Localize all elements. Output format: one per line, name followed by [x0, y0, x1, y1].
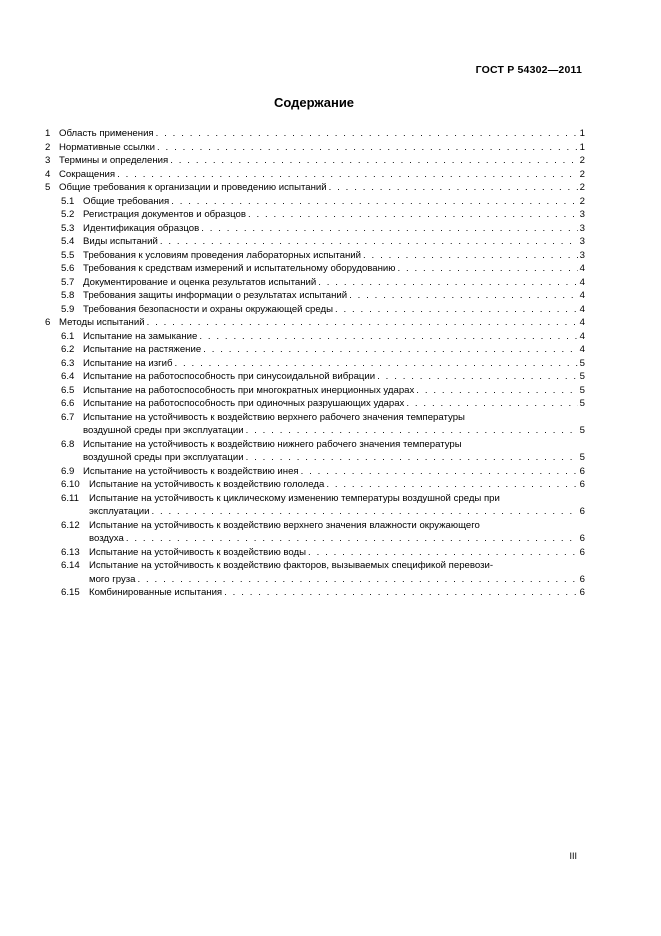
- toc-entry-6-13[interactable]: [45, 546, 585, 560]
- toc-text: Регистрация документов и образцов: [83, 209, 246, 220]
- toc-text: Виды испытаний: [83, 236, 158, 247]
- toc-text: Испытание на работоспособность при многократных инерционных ударах: [83, 384, 415, 396]
- toc-entry-5-2[interactable]: [45, 208, 585, 222]
- toc-number: 6.9: [61, 465, 75, 477]
- toc-entry-2[interactable]: [45, 141, 585, 155]
- toc-text: Испытание на устойчивость к воздействию инея: [83, 465, 299, 477]
- toc-page: 5: [579, 371, 585, 382]
- dot-leader: [117, 168, 578, 182]
- toc-number: 5.2: [61, 209, 75, 220]
- toc-entry-5-9[interactable]: [45, 303, 585, 317]
- toc-entry-6-5[interactable]: [45, 384, 585, 398]
- toc-number: 6.5: [61, 384, 75, 396]
- toc-page: 6: [579, 479, 585, 490]
- toc-text: Требования безопасности и охраны окружающей среды: [83, 303, 333, 315]
- toc-text: Испытание на устойчивость к воздействию воды: [89, 546, 307, 558]
- toc-text: Требования к средствам измерений и испытательному оборудованию: [83, 263, 396, 274]
- toc-entry-6-7[interactable]: [45, 411, 585, 438]
- toc-text-line1: Испытание на устойчивость к циклическому изменению температуры воздушной среды при: [89, 492, 500, 504]
- toc-text: Нормативные ссылки: [59, 141, 156, 153]
- toc-number: 6.1: [61, 330, 75, 342]
- toc-text: Область применения: [59, 128, 154, 139]
- toc-entry-5[interactable]: [45, 181, 585, 195]
- toc-page: 4: [579, 276, 585, 288]
- toc-page: 4: [579, 290, 585, 301]
- toc-entry-6-2[interactable]: [45, 343, 585, 357]
- toc-text: Испытание на работоспособность при одиночных разрушающих ударах: [83, 398, 405, 409]
- toc-page: 5: [579, 384, 585, 396]
- toc-entry-5-3[interactable]: [45, 222, 585, 236]
- toc-number: 5.5: [61, 249, 75, 261]
- toc-entry-6-3[interactable]: [45, 357, 585, 371]
- toc-text-line1: Испытание на устойчивость к воздействию верхнего рабочего значения температуры: [83, 411, 465, 423]
- dot-leader: [151, 505, 577, 519]
- toc-page: 6: [579, 573, 585, 585]
- toc-text: Испытание на замыкание: [83, 330, 198, 342]
- toc-number: 6.13: [61, 546, 80, 558]
- toc-number: 3: [45, 155, 51, 166]
- toc-text-line2: воздушной среды при эксплуатации: [83, 452, 244, 463]
- toc-entry-6-9[interactable]: [45, 465, 585, 479]
- toc-text: Испытание на устойчивость к воздействию гололеда: [89, 479, 325, 490]
- toc-number: 6.10: [61, 479, 80, 490]
- toc-number: 5.7: [61, 276, 75, 288]
- toc-page: 4: [579, 303, 585, 315]
- toc-page: 2: [579, 195, 585, 207]
- toc-number: 6.7: [61, 411, 75, 423]
- toc-number: 5.3: [61, 222, 75, 234]
- dot-leader: [318, 276, 577, 290]
- toc-title: Содержание: [273, 95, 355, 110]
- toc-text: Общие требования к организации и проведению испытаний: [59, 182, 327, 193]
- toc-page: 5: [579, 398, 585, 409]
- toc-page: 3: [579, 236, 585, 247]
- toc-page: 5: [579, 425, 585, 436]
- toc-number: 5.1: [61, 195, 75, 207]
- toc-number: 6.6: [61, 398, 75, 409]
- toc-page: 2: [579, 182, 585, 193]
- dot-leader: [246, 424, 578, 438]
- toc-page: 6: [579, 546, 585, 558]
- toc-entry-6-6[interactable]: [45, 397, 585, 411]
- toc-text-line2: эксплуатации: [89, 506, 150, 517]
- toc-text-line2: мого груза: [89, 573, 136, 585]
- dot-leader: [160, 235, 578, 249]
- toc-number: 5.4: [61, 236, 75, 247]
- toc-text-line1: Испытание на устойчивость к воздействию верхнего значения влажности окружающего: [89, 519, 480, 531]
- dot-leader: [248, 208, 578, 222]
- toc-text: Комбинированные испытания: [89, 587, 223, 598]
- dot-leader: [137, 573, 577, 587]
- dot-leader: [326, 478, 577, 492]
- toc-number: 6.11: [61, 492, 79, 504]
- toc-entry-5-1[interactable]: [45, 195, 585, 209]
- toc-page: 6: [579, 506, 585, 517]
- table-of-contents: [45, 127, 585, 600]
- dot-leader: [224, 586, 578, 600]
- document-header: ГОСТ Р 54302—2011: [475, 64, 582, 76]
- toc-text: Методы испытаний: [59, 317, 145, 328]
- dot-leader: [397, 262, 577, 276]
- toc-number: 2: [45, 141, 51, 153]
- toc-number: 6.4: [61, 371, 75, 382]
- toc-text: Термины и определения: [59, 155, 169, 166]
- toc-text: Общие требования: [83, 195, 170, 207]
- toc-number: 6.14: [61, 560, 80, 571]
- toc-page: 3: [579, 209, 585, 220]
- toc-entry-5-4[interactable]: [45, 235, 585, 249]
- dot-leader: [406, 397, 577, 411]
- dot-leader: [308, 546, 578, 560]
- dot-leader: [199, 330, 577, 344]
- toc-page: 1: [579, 141, 585, 153]
- toc-text-line1: Испытание на устойчивость к воздействию факторов, вызываемых спецификой перевози-: [89, 560, 494, 571]
- toc-entry-6-14[interactable]: [45, 559, 585, 586]
- page-number: III: [569, 851, 577, 861]
- toc-entry-5-5[interactable]: [45, 249, 585, 263]
- dot-leader: [349, 289, 578, 303]
- dot-leader: [246, 451, 578, 465]
- toc-entry-6-1[interactable]: [45, 330, 585, 344]
- toc-text: Документирование и оценка результатов испытаний: [83, 276, 317, 288]
- toc-page: 4: [579, 263, 585, 274]
- toc-text-line1: Испытание на устойчивость к воздействию нижнего рабочего значения температуры: [83, 438, 462, 450]
- toc-entry-6-11[interactable]: [45, 492, 585, 519]
- toc-entry-6[interactable]: [45, 316, 585, 330]
- dot-leader: [416, 384, 577, 398]
- toc-number: 6.2: [61, 344, 75, 355]
- dot-leader: [377, 370, 578, 384]
- toc-page: 3: [579, 249, 585, 261]
- toc-page: 2: [579, 155, 585, 166]
- toc-number: 6: [45, 317, 51, 328]
- toc-entry-4[interactable]: [45, 168, 585, 182]
- toc-page: 5: [579, 452, 585, 463]
- toc-page: 1: [579, 128, 585, 139]
- toc-page: 6: [579, 465, 585, 477]
- dot-leader: [126, 532, 578, 546]
- toc-number: 5.8: [61, 290, 75, 301]
- toc-page: 3: [579, 222, 585, 234]
- toc-number: 6.8: [61, 438, 75, 450]
- toc-entry-6-4[interactable]: [45, 370, 585, 384]
- toc-entry-6-12[interactable]: [45, 519, 585, 546]
- toc-text: Идентификация образцов: [83, 222, 200, 234]
- toc-page: 6: [579, 533, 585, 544]
- dot-leader: [156, 127, 578, 141]
- dot-leader: [171, 195, 577, 209]
- dot-leader: [203, 343, 577, 357]
- toc-text: Требования защиты информации о результатах испытаний: [83, 290, 348, 301]
- toc-number: 1: [45, 128, 51, 139]
- dot-leader: [170, 154, 577, 168]
- toc-page: 4: [579, 317, 585, 328]
- toc-text-line2: воздуха: [89, 533, 124, 544]
- dot-leader: [157, 141, 578, 155]
- toc-text: Испытание на работоспособность при синусоидальной вибрации: [83, 371, 376, 382]
- toc-number: 5.6: [61, 263, 75, 274]
- dot-leader: [301, 465, 578, 479]
- dot-leader: [147, 316, 578, 330]
- dot-leader: [329, 181, 578, 195]
- toc-entry-6-10[interactable]: [45, 478, 585, 492]
- toc-page: 2: [579, 168, 585, 180]
- toc-entry-5-7[interactable]: [45, 276, 585, 290]
- toc-number: 5.9: [61, 303, 75, 315]
- toc-page: 6: [579, 587, 585, 598]
- toc-text: Испытание на изгиб: [83, 357, 173, 369]
- dot-leader: [174, 357, 577, 371]
- dot-leader: [201, 222, 577, 236]
- toc-number: 6.3: [61, 357, 75, 369]
- toc-text: Сокращения: [59, 168, 116, 180]
- dot-leader: [335, 303, 578, 317]
- toc-number: 6.15: [61, 587, 80, 598]
- toc-entry-5-6[interactable]: [45, 262, 585, 276]
- toc-entry-6-15[interactable]: [45, 586, 585, 600]
- toc-text: Требования к условиям проведения лабораторных испытаний: [83, 249, 362, 261]
- toc-entry-6-8[interactable]: [45, 438, 585, 465]
- dot-leader: [363, 249, 578, 263]
- toc-number: 5: [45, 182, 51, 193]
- toc-text-line2: воздушной среды при эксплуатации: [83, 425, 244, 436]
- toc-number: 4: [45, 168, 51, 180]
- toc-page: 4: [579, 330, 585, 342]
- toc-page: 5: [579, 357, 585, 369]
- toc-number: 6.12: [61, 519, 80, 531]
- toc-page: 4: [579, 344, 585, 355]
- toc-entry-3[interactable]: [45, 154, 585, 168]
- toc-entry-1[interactable]: [45, 127, 585, 141]
- toc-text: Испытание на растяжение: [83, 344, 202, 355]
- toc-entry-5-8[interactable]: [45, 289, 585, 303]
